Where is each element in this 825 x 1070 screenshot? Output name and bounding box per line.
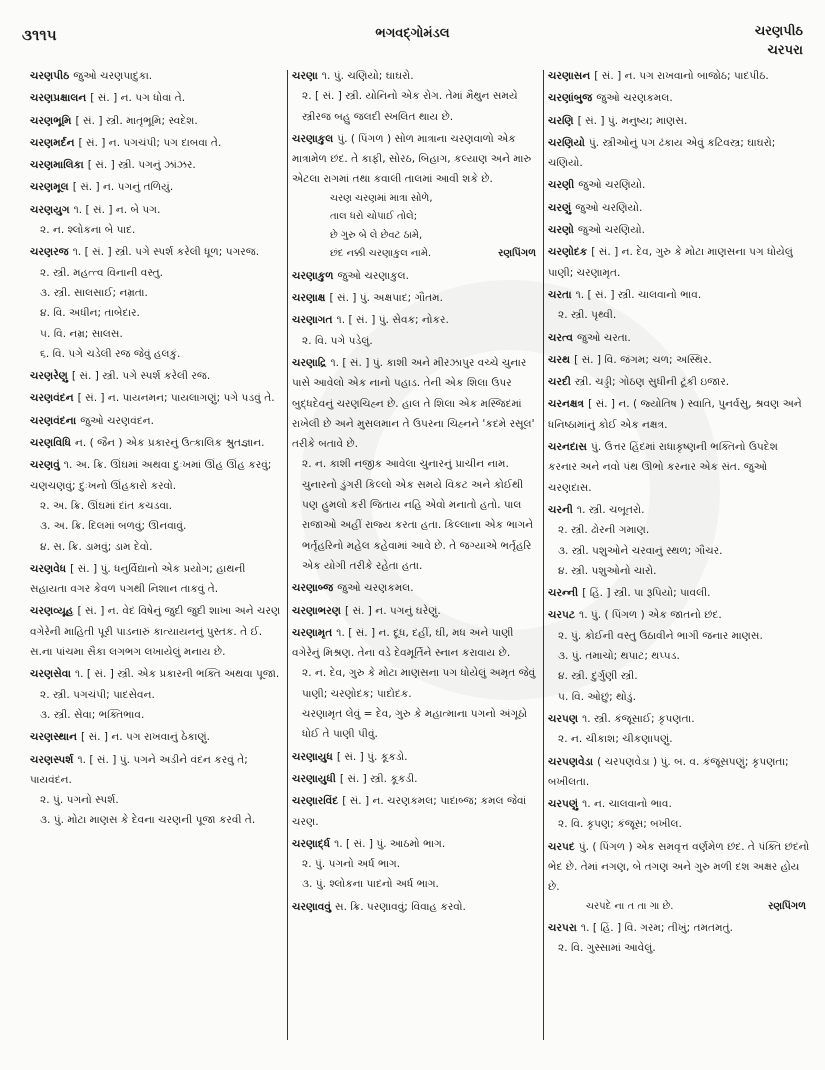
sense: ૨. પું. પગનો અર્ધ ભાગ. xyxy=(302,858,401,871)
verse-line xyxy=(292,208,540,227)
definition: [ સં. ] ન. ( જ્યોતિષ ) સ્વાતિ, પુનર્વસુ, શ્રવણ અને ધનિષ્ઠામાંનું કોઈ એક નક્ષત્ર. xyxy=(548,398,802,431)
sense: ૩. પું. તમાચો; થપાટ; થપ્પડ. xyxy=(558,650,680,663)
sense: ૨. સ્ત્રી. પૃથ્વી. xyxy=(558,309,617,322)
definition: [ સં. ] પું. મનુષ્ય; માણસ. xyxy=(577,114,688,127)
dictionary-entry xyxy=(30,242,282,364)
headword: ચરણામૃત xyxy=(292,626,333,639)
dictionary-entry xyxy=(548,220,810,240)
dictionary-entry xyxy=(548,88,810,108)
entry-main xyxy=(292,897,540,917)
entry-main xyxy=(548,66,810,86)
entry-main xyxy=(548,372,810,392)
sense: ૩. પું. શ્લોકના પાદનો અર્ધ ભાગ. xyxy=(302,878,439,891)
dictionary-entry xyxy=(30,133,282,153)
definition: [ સં. ] પું. અક્ષપાદ; ગૌતમ. xyxy=(329,292,443,305)
headword: ચરપણવેડા xyxy=(548,755,594,768)
headword: ચરણાયુધી xyxy=(292,772,336,785)
definition: [ સં. ] ન. પગનું ઘરેણું. xyxy=(344,604,441,617)
headword: ચરણવું xyxy=(30,459,60,472)
book-title: ભગવદ્ગોમંડલ xyxy=(375,26,450,41)
dictionary-entry xyxy=(548,175,810,195)
headword: ચરણસેવા xyxy=(30,668,71,681)
headword: ચરણાક્ષ xyxy=(292,292,326,305)
sense: ૨. ન. ચીકાશ; ચીકણાપણું. xyxy=(558,733,673,746)
definition: ૧. [ સં. ] ન. દૂધ, દહીં, ઘી, મધ અને પાણી વગેરેનું મિશ્રણ. તેના વડે દેવમૂર્તિને સ્નાન કરાવાય છે. xyxy=(292,626,514,660)
entry-main xyxy=(30,111,282,131)
dictionary-entry xyxy=(548,500,810,581)
page-header xyxy=(0,0,825,60)
verse-line xyxy=(292,245,540,264)
definition: ૧. સ્ત્રી. કંજૂસાઈ; કૃપણતા. xyxy=(582,712,695,725)
verse-text: છંદ નક્કી ચરણાકુલ નામે. xyxy=(330,248,432,260)
page-number: ૩૧૧૫ xyxy=(22,26,57,44)
entry-main xyxy=(548,837,810,898)
column-divider xyxy=(543,70,544,1040)
headword: ચરણા xyxy=(292,70,318,82)
headword: ચરણોદક xyxy=(548,246,588,259)
headword: ચરનક્ષત્ર xyxy=(548,398,585,411)
dictionary-entry xyxy=(548,794,810,835)
definition: પું. ( પિંગળ ) સોળ માત્રાના ચરણવાળો એક માત્રામેળ છંદ. તે કાફી, સોરઠ, બિહાગ, કલ્યાણ અને મારુ એટલા રાગમાં તથા કવાલી તાલમાં આવી શકે છે. xyxy=(292,132,532,186)
dictionary-entry xyxy=(30,66,282,86)
definition: ૧. [ સં. ] પું. કાશી અને મીરઝાપુર વચ્ચે ચુનાર પાસે આવેલો એક નાનો પહાડ. તેની એક શિલા ઉપર બુદ્ધદેવનું ચરણચિહ્ન છે. હાલ તે શિલા એક મસ્જિદમાં રાખેલી છે અને મુસલમાન તે ઉપરના ચિહ્નને 'કદમે રસૂલ' તરીકે બતાવે છે. xyxy=(292,356,535,451)
verse-text: તાલ ધરો ચોપાઈ તોલે; xyxy=(330,211,418,223)
definition: ૧. [ સં. ] પું. પગને અડીને વંદન કરવું તે; પાયવંદન. xyxy=(30,753,248,786)
definition: [ સં. ] ન. પગનું તળિયું. xyxy=(72,181,174,194)
entry-main xyxy=(548,437,810,498)
dictionary-entry xyxy=(548,394,810,435)
headword: ચરપદ xyxy=(548,840,575,853)
definition: ૧. ન. ચાલવાનો ભાવ. xyxy=(582,798,672,811)
definition: [ સં. ] સ્ત્રી. માતૃભૂમિ; સ્વદેશ. xyxy=(75,114,198,127)
headword: ચરનદાસ xyxy=(548,441,587,454)
definition: [ સં. ] પું. ધનુર્વિદ્યાનો એક પ્રયોગ; હાથની સહાયતા વગર કેવળ પગથી નિશાન તાકવું તે. xyxy=(30,562,246,596)
verse-source: રણપિંગળ xyxy=(768,900,806,912)
headword: ચરણારવિંદ xyxy=(292,795,339,808)
definition: ૧. સ્ત્રી. ચબૂતરો. xyxy=(576,503,645,516)
sense: ૨. પું. પગનો સ્પર્શ. xyxy=(40,794,119,807)
guide-word-last: ચરપરા xyxy=(767,43,803,58)
dictionary-entry xyxy=(548,350,810,370)
headword: ચરણાબ્જ xyxy=(292,582,334,595)
dictionary-entry xyxy=(548,372,810,392)
entry-main xyxy=(292,310,540,330)
headword: ચરણાગત xyxy=(292,314,333,327)
dictionary-entry xyxy=(30,366,282,386)
headword: ચરણાકુળ xyxy=(292,269,334,282)
definition: ૧. અ. ક્રિ. ઊંઘમાં અથવા દુઃખમાં ઊંહ ઊંહ કરવું; ચણચણવું; દુઃખનો ઊંહકારો કરવો. xyxy=(30,459,272,492)
headword: ચરણરેણુ xyxy=(30,370,68,383)
definition: ૧. [ સં. ] સ્ત્રી. પગે સ્પર્શ કરેલી ધૂળ; પગરજ. xyxy=(72,246,260,259)
entry-main xyxy=(292,353,540,454)
sense: ૪. સ્ત્રી. દુર્ગુણી સ્ત્રી. xyxy=(558,670,638,683)
column-1 xyxy=(30,66,282,833)
dictionary-entry xyxy=(30,155,282,175)
definition: પું. ( પિંગળ ) એક સમવૃત્ત વર્ણમેળ છંદ. તે પંક્તિ છંદનો ભેદ છે. તેમાં નગણ, બે તગણ અને ગુરુ મળી દશ અક્ષર હોય છે. xyxy=(548,840,810,894)
definition: સ. ક્રિ. પરણાવવું; વિવાહ કરવો. xyxy=(335,900,466,913)
definition: ૧. પું. ( પિંગળ ) એક જાતનો છંદ. xyxy=(579,609,722,622)
headword: ચરણાર્દ્ધ xyxy=(292,837,331,850)
definition: ૧. [ સં. ] પું. આઠમો ભાગ. xyxy=(334,837,446,850)
entry-main xyxy=(30,559,282,600)
definition: [ સં. ] ન. વેદ વિષેનું જુદી જુદી શાખા અને ચરણ વગેરેની માહિતી પૂરી પાડનારું કાત્યાયનનું પુસ્તક. તે ઈ. સ.ના પાંચમા સૈકા લગભગ લખાયેલું મનાય છે. xyxy=(30,605,281,659)
entry-main xyxy=(548,220,810,240)
dictionary-entry xyxy=(548,752,810,793)
definition: [ હિં. ] સ્ત્રી. પા રૂપિયો; પાવલી. xyxy=(582,587,711,600)
definition: સ્ત્રી. ચડ્ડી; ગોઠણ સુધીની ટૂંકી ઇજાર. xyxy=(574,376,730,389)
dictionary-entry xyxy=(292,310,540,351)
headword: ચરણાકુલ xyxy=(292,132,334,145)
dictionary-entry xyxy=(292,747,540,767)
headword: ચરણવિધિ xyxy=(30,437,71,450)
headword: ચરપરા xyxy=(548,922,577,935)
definition: જુઓ ચરણિયો. xyxy=(575,201,643,214)
dictionary-entry xyxy=(548,437,810,498)
verse-line xyxy=(292,190,540,209)
dictionary-entry xyxy=(30,455,282,556)
entry-main xyxy=(30,200,282,220)
entry-main xyxy=(548,794,810,814)
definition: [ સં. ] ન. પગ રાખવાનો બાજોઠ; પાદપીઠ. xyxy=(594,70,769,82)
headword: ચરણાસન xyxy=(548,70,591,82)
headword: ચરપટ xyxy=(548,609,575,622)
headword: ચરણમર્દન xyxy=(30,136,75,149)
entry-main xyxy=(548,328,810,348)
dictionary-entry xyxy=(292,266,540,286)
dictionary-entry xyxy=(30,88,282,108)
sense: ૨. સ્ત્રી. ઢોરની ગમાણ. xyxy=(558,524,650,537)
dictionary-entry xyxy=(548,242,810,283)
definition: [ સં. ] ન. દેવ, ગુરુ કે મોટા માણસના પગ ધોયેલું પાણી; ચરણામૃત. xyxy=(548,246,793,279)
entry-main xyxy=(548,752,810,793)
sense: ૪. સ. ક્રિ. ડામવું; ડામ દેવો. xyxy=(40,540,153,553)
headword: ચરણો xyxy=(548,224,574,237)
entry-main xyxy=(548,583,810,603)
headword: ચરણાભરણ xyxy=(292,604,341,617)
dictionary-entry xyxy=(30,727,282,747)
verse-text: છે ગુરુ બે લે છેવટ ઠામે, xyxy=(330,229,423,241)
entry-main xyxy=(548,175,810,195)
entry-main xyxy=(30,177,282,197)
sense: ૨. વિ. પગે પડેલું. xyxy=(302,334,373,347)
dictionary-columns xyxy=(0,66,825,1056)
definition: જુઓ ચરણાકુલ. xyxy=(337,269,410,282)
definition: જુઓ ચરતા. xyxy=(576,331,631,344)
entry-main xyxy=(30,664,282,684)
entry-main xyxy=(548,111,810,131)
dictionary-entry xyxy=(30,177,282,197)
guide-words xyxy=(755,22,803,60)
sense: ૫. વિ. ઓછું; થોડું. xyxy=(558,690,636,703)
headword: ચરણાયુધ xyxy=(292,750,333,763)
headword: ચરણમાલિકા xyxy=(30,159,84,172)
dictionary-entry xyxy=(292,791,540,832)
entry-main xyxy=(548,133,810,174)
verse-text: ચરણ ચરણમાં માત્રા સોળે, xyxy=(330,192,433,204)
entry-main xyxy=(30,388,282,408)
dictionary-entry xyxy=(292,834,540,895)
definition: જુઓ ચરણપાદુકા. xyxy=(73,70,153,82)
headword: ચરણમૂલ xyxy=(30,181,69,194)
headword: ચરણવેધ xyxy=(30,562,67,575)
entry-main xyxy=(548,350,810,370)
headword: ચરણી xyxy=(548,179,575,192)
definition: [ સં. ] ન. ચરણકમલ; પાદાબ્જ; કમલ જેવાં ચરણ. xyxy=(292,795,527,828)
dictionary-entry xyxy=(548,111,810,131)
sense: ૫. વિ. નમ્ર; સાલસ. xyxy=(40,327,123,340)
sense: ૩. સ્ત્રી. પશુઓને ચરવાનું સ્થળ; ગૌચર. xyxy=(558,544,723,557)
sense: ૨. ન. શ્લોકના બે પાદ. xyxy=(40,224,136,237)
definition: જુઓ ચરણિયો. xyxy=(578,179,646,192)
dictionary-entry xyxy=(292,601,540,621)
guide-word-first: ચરણપીઠ xyxy=(754,24,803,39)
sense: ૪. વિ. અધીન; તાબેદાર. xyxy=(40,307,140,320)
dictionary-entry xyxy=(30,750,282,831)
definition: પું. ઉત્તર હિંદમાં રાધાકૃષ્ણની ભક્તિનો ઉપદેશ કરનાર અને નવો પંથ ઊભો કરનાર એક સંત. જુઓ ચરણદાસ. xyxy=(548,441,778,494)
dictionary-entry xyxy=(548,583,810,603)
entry-main xyxy=(292,623,540,664)
definition: જુઓ ચરણવંદન. xyxy=(80,414,155,427)
headword: ચરણાદ્રિ xyxy=(292,356,327,369)
entry-main xyxy=(548,918,810,938)
definition: [ સં. ] ન. પગચંપી; પગ દાબવા તે. xyxy=(78,136,222,149)
entry-main xyxy=(30,727,282,747)
headword: ચરણાંબુજ xyxy=(548,92,593,105)
headword: ચરણિયો xyxy=(548,136,585,149)
headword: ચરપણું xyxy=(548,798,579,811)
dictionary-entry xyxy=(548,837,810,916)
headword: ચરતા xyxy=(548,288,572,301)
dictionary-entry xyxy=(548,66,810,86)
headword: ચરન્ની xyxy=(548,587,579,600)
definition: ( ચરપણવેડા ) પું. બ. વ. કંજૂસપણું; કૃપણતા; બખીલતા. xyxy=(548,755,789,788)
entry-main xyxy=(292,288,540,308)
entry-main xyxy=(30,133,282,153)
headword: ચરણાવવું xyxy=(292,900,331,913)
entry-main xyxy=(548,285,810,305)
definition: ૧. [ સં. ] પું. સેવક; નોકર. xyxy=(336,314,449,327)
headword: ચરણસ્થાન xyxy=(30,731,78,744)
entry-main xyxy=(548,605,810,625)
dictionary-entry xyxy=(292,578,540,598)
headword: ચરથ xyxy=(548,353,571,366)
entry-main xyxy=(30,455,282,496)
entry-main xyxy=(292,266,540,286)
dictionary-entry xyxy=(292,623,540,745)
entry-main xyxy=(30,88,282,108)
sense: ૪. સ્ત્રી. પશુઓનો ચારો. xyxy=(558,564,657,577)
entry-main xyxy=(30,155,282,175)
headword: ચરની xyxy=(548,503,573,516)
entry-main xyxy=(292,834,540,854)
entry-main xyxy=(30,601,282,662)
definition: જુઓ ચરણકમલ. xyxy=(596,92,673,105)
entry-main xyxy=(548,500,810,520)
headword: ચરણપ્રક્ષાલન xyxy=(30,92,87,105)
verse-line xyxy=(548,898,810,917)
entry-main xyxy=(30,242,282,262)
headword: ચરણસ્પર્શ xyxy=(30,753,74,766)
sense: ૩. અ. ક્રિ. દિલમાં બળવું; ઊનવાવું. xyxy=(40,520,187,533)
dictionary-entry xyxy=(548,918,810,959)
dictionary-entry xyxy=(292,769,540,789)
dictionary-entry xyxy=(548,133,810,174)
headword: ચરણવ્યૂહ xyxy=(30,605,74,618)
definition: [ સં. ] પું. કૂકડો. xyxy=(336,750,408,763)
headword: ચરણરજ xyxy=(30,246,69,259)
definition: [ સં. ] સ્ત્રી. પગે સ્પર્શ કરેલી રજ. xyxy=(71,370,211,383)
sense: ૨. અ. ક્રિ. ઊંઘમાં દાંત કચડવા. xyxy=(40,499,173,512)
verse-source: રણપિંગળ xyxy=(498,248,536,260)
sense: ૨. ન. દેવ, ગુરુ કે મોટા માણસના પગ ધોયેલું અમૃત જેવું પાણી; ચરણોદક; પાદોદક. xyxy=(302,667,536,700)
definition: પું. સ્ત્રીઓનું પગ ઢંકાય એવું કટિવસ્ત્ર; ઘાઘરો; ચણિયો. xyxy=(548,136,776,170)
entry-main xyxy=(548,242,810,283)
sense: ૩. સ્ત્રી. સેવા; ભક્તિભાવ. xyxy=(40,708,145,721)
entry-main xyxy=(292,601,540,621)
dictionary-entry xyxy=(548,198,810,218)
dictionary-entry xyxy=(548,605,810,706)
sense: ૨. પું. કોઈની વસ્તુ ઉઠાવીને ભાગી જનાર માણસ. xyxy=(558,629,763,642)
entry-main xyxy=(30,750,282,791)
dictionary-entry xyxy=(30,388,282,408)
entry-main xyxy=(292,747,540,767)
verse-line xyxy=(292,227,540,246)
entry-main xyxy=(30,411,282,431)
dictionary-entry xyxy=(30,601,282,662)
sense: ૨. સ્ત્રી. પગચંપી; પાદસેવન. xyxy=(40,688,155,701)
definition: [ સં. ] ન. પાયનમન; પાયલાગણું; પગે પડવું તે. xyxy=(77,392,275,405)
sense: ૨. સ્ત્રી. મહત્ત્વ વિનાની વસ્તુ. xyxy=(40,266,163,279)
headword: ચરણું xyxy=(548,201,572,214)
headword: ચરદી xyxy=(548,376,571,389)
sense: ૨. [ સં. ] સ્ત્રી. યોનિનો એક રોગ. તેમાં મૈથુન સમયે સ્ત્રીરજ બહુ જલદી સ્ખલિત થાય છે. xyxy=(302,90,518,123)
dictionary-entry xyxy=(292,897,540,917)
definition: જુઓ ચરણિયો. xyxy=(577,224,645,237)
headword: ચરણિ xyxy=(548,114,574,127)
entry-main xyxy=(292,66,540,86)
definition: [ સં. ] ન. પગ ધોવા તે. xyxy=(90,92,186,105)
definition: [ સં. ] ન. પગ રાખવાનું ઠેકાણું. xyxy=(81,731,211,744)
column-2 xyxy=(292,66,540,919)
dictionary-entry xyxy=(292,66,540,127)
entry-main xyxy=(292,578,540,598)
dictionary-entry xyxy=(30,664,282,725)
headword: ચરણભૂમિ xyxy=(30,114,72,127)
entry-main xyxy=(548,394,810,435)
definition: ન. ( જૈન ) એક પ્રકારનું ઉત્કાલિક શ્રુતજ્ઞાન. xyxy=(74,437,265,450)
dictionary-entry xyxy=(30,411,282,431)
entry-main xyxy=(30,366,282,386)
sense: ૩. સ્ત્રી. સાલસાઈ; નમ્રતા. xyxy=(40,286,148,299)
sense: ૨. ન. કાશી નજીક આવેલા ચુનારનું પ્રાચીન નામ. ચુનારનો ડુંગરી કિલ્લો એક સમયે વિકટ અને કોઈથી પણ હુમલો કરી જિતાય નહિ એવો મનાતો હતો. પાલ રાજાઓ અહીં રાજ્ય કરતા હતા. કિલ્લાના એક ભાગને ભર્તૃહરિનો મહેલ કહેવામાં આવે છે. તે જગ્યાએ ભર્તૃહરિ એક યોગી તરીકે રહેતા હતા. xyxy=(302,458,534,572)
headword: ચરણવંદના xyxy=(30,414,77,427)
entry-main xyxy=(30,433,282,453)
definition: ૧. પું. ચણિયો; ઘાઘરો. xyxy=(321,70,414,82)
entry-main xyxy=(30,66,282,86)
entry-main xyxy=(548,198,810,218)
entry-main xyxy=(292,129,540,190)
dictionary-entry xyxy=(548,328,810,348)
headword: ચરણયુગ xyxy=(30,203,70,216)
definition: [ સં. ] સ્ત્રી. કૂકડી. xyxy=(339,772,418,785)
definition: [ સં. ] સ્ત્રી. પગનું ઝાંઝર. xyxy=(87,159,196,172)
dictionary-entry xyxy=(292,353,540,576)
dictionary-entry xyxy=(30,200,282,241)
entry-main xyxy=(292,791,540,832)
headword: ચરણવંદન xyxy=(30,392,74,405)
sense: ૨. વિ. કૃપણ; કંજૂસ; બખીલ. xyxy=(558,818,682,831)
definition: [ સં. ] વિ. જંગમ; ચળ; અસ્થિર. xyxy=(574,353,712,366)
dictionary-entry xyxy=(292,288,540,308)
sense: ચરણામૃત લેવું = દેવ, ગુરુ કે મહાત્માના પગનો અંગૂઠો ધોઈ તે પાણી પીવું. xyxy=(302,708,528,741)
definition: ૧. [ હિં. ] વિ. ગરમ; તીખું; તમતમતું. xyxy=(580,922,733,935)
dictionary-entry xyxy=(548,709,810,750)
dictionary-entry xyxy=(30,111,282,131)
dictionary-entry xyxy=(292,129,540,264)
column-divider xyxy=(287,70,288,1040)
definition: ૧. [ સં. ] સ્ત્રી. એક પ્રકારની ભક્તિ અથવા પૂજા. xyxy=(74,668,280,681)
sense: ૬. વિ. પગે ચડેલી રજ જેવું હલકું. xyxy=(40,347,181,360)
definition: જુઓ ચરણકમલ. xyxy=(337,582,414,595)
column-3 xyxy=(548,66,810,961)
verse-text: ચરપદે ના ત તા ગા છે. xyxy=(586,900,674,912)
headword: ચરત્વ xyxy=(548,331,573,344)
headword: ચરપણ xyxy=(548,712,579,725)
sense: ૩. પું. મોટા માણસ કે દેવના ચરણની પૂજા કરવી તે. xyxy=(40,814,256,827)
headword: ચરણપીઠ xyxy=(30,70,70,82)
definition: ૧. [ સં. ] ન. બે પગ. xyxy=(73,203,161,216)
definition: ૧. [ સં. ] સ્ત્રી. ચાલવાનો ભાવ. xyxy=(575,288,702,301)
dictionary-entry xyxy=(30,433,282,453)
entry-main xyxy=(292,769,540,789)
sense: ૨. વિ. ગુસ્સામાં આવેલું. xyxy=(558,942,656,955)
entry-main xyxy=(548,88,810,108)
dictionary-entry xyxy=(548,285,810,326)
entry-main xyxy=(548,709,810,729)
dictionary-entry xyxy=(30,559,282,600)
